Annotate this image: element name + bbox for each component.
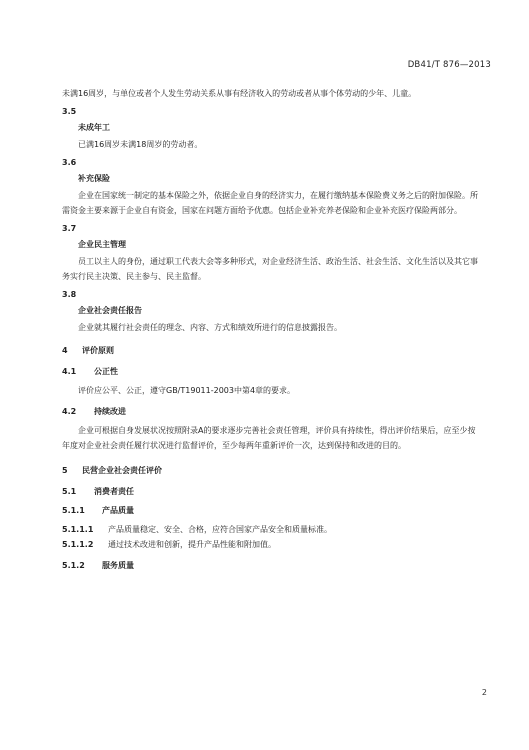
term-number-3-7: 3.7 xyxy=(62,224,77,233)
term-definition-3-6: 企业在国家统一制定的基本保险之外，依据企业自身的经济实力，在履行缴纳基本保险费义务之后的附加保险。所需资金主要来源于企业自有资金，国家在问题方面给予优惠。包括企业补充养老保险和企业补充医疗保险两部分。 xyxy=(62,191,478,215)
section-title-4: 评价原则 xyxy=(82,346,114,355)
clause-text-5-1-1-1: 产品质量稳定、安全、合格，应符合国家产品安全和质量标准。 xyxy=(108,525,332,534)
section-title-4-2: 持续改进 xyxy=(94,407,126,416)
section-heading-5 xyxy=(62,465,482,476)
section-heading-5-1 xyxy=(62,486,482,497)
term-title-3-5: 未成年工 xyxy=(78,123,110,132)
term-number-3-8: 3.8 xyxy=(62,290,77,299)
term-number-3-6: 3.6 xyxy=(62,158,77,167)
section-number-4-1: 4.1 xyxy=(62,367,77,376)
clause-number-5-1-1-1: 5.1.1.1 xyxy=(62,525,94,534)
section-heading-4-1 xyxy=(62,366,482,377)
term-definition-3-7: 员工以主人的身份，通过职工代表大会等多种形式，对企业经济生活、政治生活、社会生活、文化生活以及其它事务实行民主决策、民主参与、民主监督。 xyxy=(62,257,478,281)
clause-5-1-1-1 xyxy=(62,522,482,537)
section-number-5: 5 xyxy=(62,466,68,475)
clause-number-5-1-1-2: 5.1.1.2 xyxy=(62,540,94,549)
section-number-4: 4 xyxy=(62,346,68,355)
term-title-3-8: 企业社会责任报告 xyxy=(78,306,142,315)
document-body xyxy=(62,86,482,571)
term-definition-3-5: 已满16周岁未满18周岁的劳动者。 xyxy=(78,140,203,149)
section-heading-5-1-1 xyxy=(62,505,482,516)
section-heading-4 xyxy=(62,345,482,356)
section-title-5-1-1: 产品质量 xyxy=(102,506,134,515)
section-title-5-1: 消费者责任 xyxy=(94,487,134,496)
section-number-5-1-2: 5.1.2 xyxy=(62,561,85,570)
section-title-4-1: 公正性 xyxy=(94,367,118,376)
clause-text-5-1-1-2: 通过技术改进和创新，提升产品性能和附加值。 xyxy=(108,540,276,549)
section-body-4-1: 评价应公平、公正，遵守GB/T19011-2003中第4章的要求。 xyxy=(78,386,296,395)
page-number: 2 xyxy=(481,688,487,697)
section-number-4-2: 4.2 xyxy=(62,407,77,416)
clause-5-1-1-2 xyxy=(62,537,482,552)
term-number-3-5: 3.5 xyxy=(62,107,77,116)
standard-code: DB41/T 876—2013 xyxy=(407,60,491,70)
term-title-3-7: 企业民主管理 xyxy=(78,240,126,249)
section-heading-5-1-2 xyxy=(62,560,482,571)
paragraph-continuation: 未满16周岁，与单位或者个人发生劳动关系从事有经济收入的劳动或者从事个体劳动的少年、儿童。 xyxy=(62,89,417,98)
section-heading-4-2 xyxy=(62,406,482,417)
section-number-5-1: 5.1 xyxy=(62,487,77,496)
term-definition-3-8: 企业就其履行社会责任的理念、内容、方式和绩效所进行的信息披露报告。 xyxy=(78,323,342,332)
section-body-4-2: 企业可根据自身发展状况按照附录A的要求逐步完善社会责任管理，评价具有持续性，得出评价结果后，应至少按年度对企业社会责任履行状况进行监督评价，至少每两年重新评价一次，达到保持和改进的目的。 xyxy=(62,426,476,450)
section-title-5-1-2: 服务质量 xyxy=(102,561,134,570)
section-number-5-1-1: 5.1.1 xyxy=(62,506,85,515)
term-title-3-6: 补充保险 xyxy=(78,174,110,183)
section-title-5: 民营企业社会责任评价 xyxy=(82,466,162,475)
